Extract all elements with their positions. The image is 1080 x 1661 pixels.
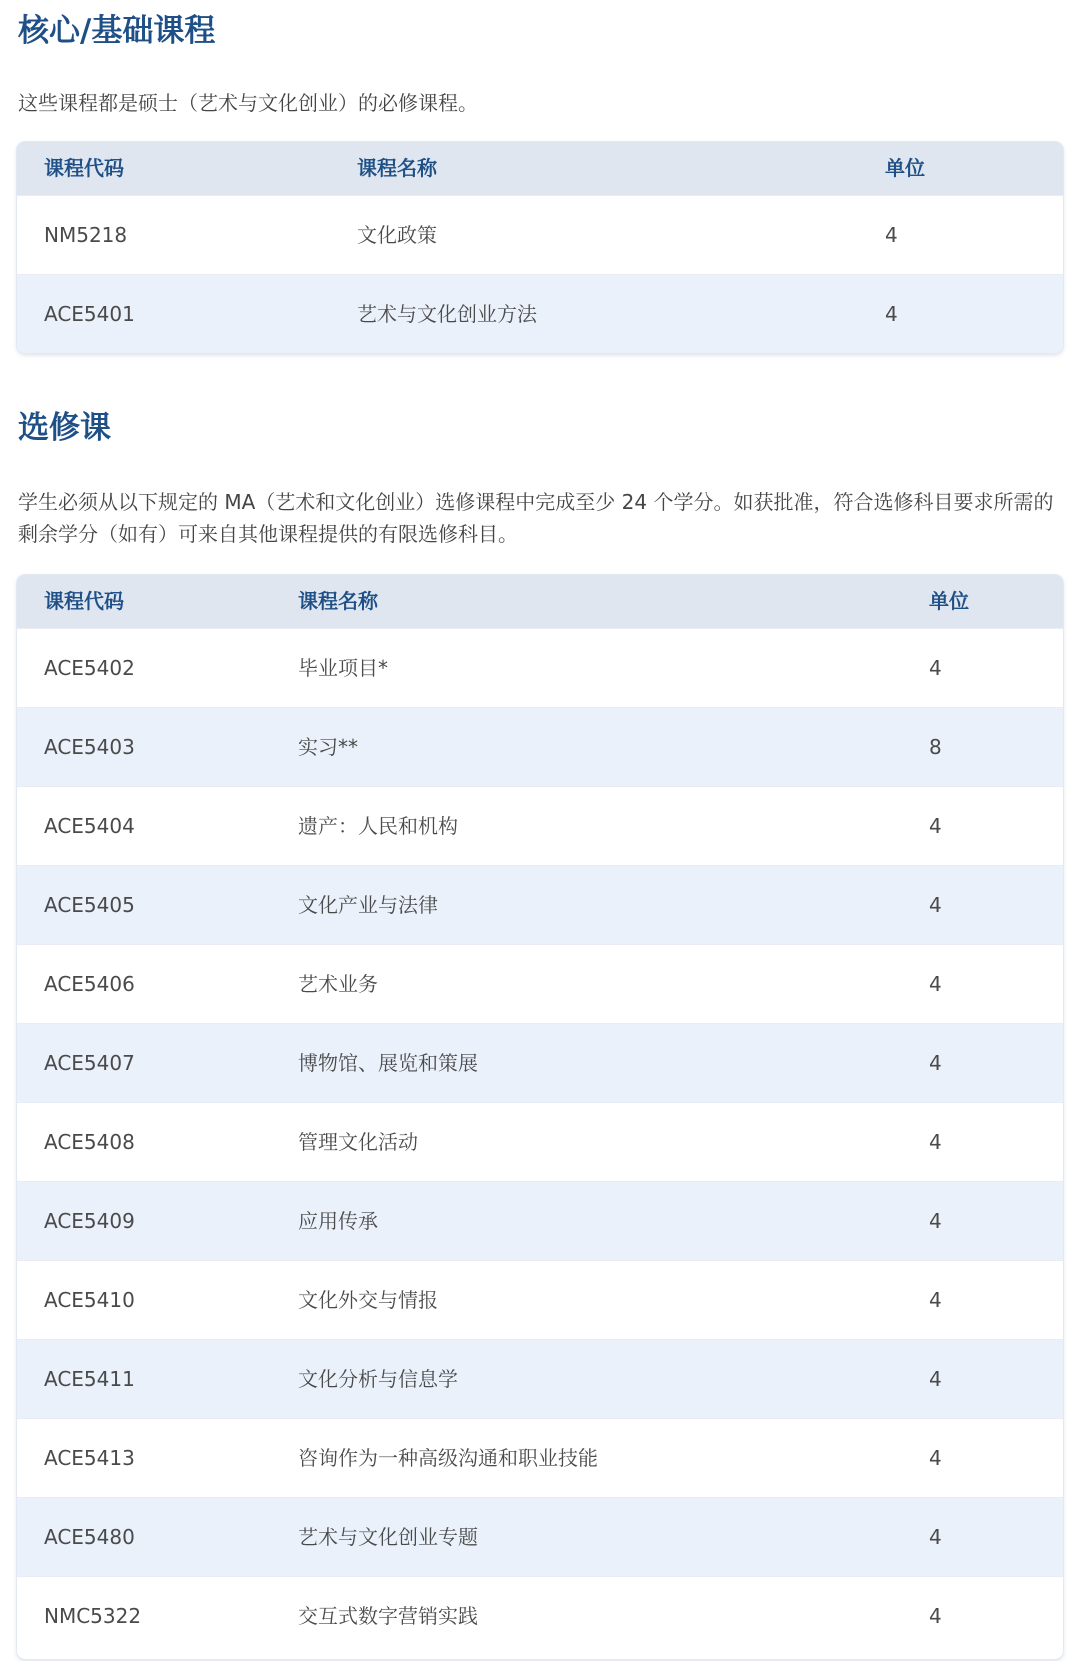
- course-name-cell: 实习**: [298, 735, 358, 759]
- table-row: [17, 628, 1063, 707]
- units-cell: 4: [929, 1288, 942, 1312]
- elective-courses-intro: 学生必须从以下规定的 MA（艺术和文化创业）选修课程中完成至少 24 个学分。如获批准，符合选修科目要求所需的剩余学分（如有）可来自其他课程提供的有限选修科目。: [18, 490, 1054, 546]
- core-courses-intro: 这些课程都是硕士（艺术与文化创业）的必修课程。: [18, 91, 478, 115]
- course-name-cell: 艺术与文化创业方法: [357, 302, 537, 326]
- course-code-cell: ACE5408: [44, 1130, 135, 1154]
- table-row: [17, 865, 1063, 944]
- units-cell: 4: [929, 972, 942, 996]
- course-code-cell: ACE5407: [44, 1051, 135, 1075]
- course-code-cell: ACE5402: [44, 656, 135, 680]
- table-row: [17, 1339, 1063, 1418]
- units-cell: 4: [929, 1130, 942, 1154]
- elective-courses-table: [17, 575, 1063, 1659]
- units-cell: 4: [929, 1051, 942, 1075]
- header-units: 单位: [929, 589, 969, 613]
- course-name-cell: 咨询作为一种高级沟通和职业技能: [298, 1446, 598, 1470]
- table-row: [17, 707, 1063, 786]
- course-code-cell: ACE5406: [44, 972, 135, 996]
- units-cell: 4: [929, 814, 942, 838]
- header-course-name: 课程名称: [298, 589, 378, 613]
- units-cell: 4: [929, 1209, 942, 1233]
- header-course-name: 课程名称: [357, 156, 437, 180]
- course-name-cell: 文化外交与情报: [298, 1288, 438, 1312]
- header-course-code: 课程代码: [44, 156, 124, 180]
- elective-courses-title: 选修课: [18, 410, 111, 446]
- units-cell: 8: [929, 735, 942, 759]
- table-row: [17, 1260, 1063, 1339]
- course-code-cell: ACE5403: [44, 735, 135, 759]
- table-body: [17, 195, 1063, 353]
- course-name-cell: 文化产业与法律: [298, 893, 438, 917]
- table-body: [17, 628, 1063, 1655]
- course-code-cell: ACE5404: [44, 814, 135, 838]
- course-name-cell: 艺术与文化创业专题: [298, 1525, 478, 1549]
- course-code-cell: ACE5410: [44, 1288, 135, 1312]
- course-code-cell: NM5218: [44, 223, 128, 247]
- course-code-cell: ACE5480: [44, 1525, 135, 1549]
- table-header: [17, 575, 1063, 628]
- table-row: [17, 195, 1063, 274]
- table-row: [17, 1023, 1063, 1102]
- units-cell: 4: [929, 1446, 942, 1470]
- units-cell: 4: [929, 893, 942, 917]
- units-cell: 4: [929, 1367, 942, 1391]
- course-code-cell: ACE5405: [44, 893, 135, 917]
- course-code-cell: ACE5411: [44, 1367, 135, 1391]
- course-code-cell: ACE5409: [44, 1209, 135, 1233]
- course-name-cell: 交互式数字营销实践: [298, 1604, 478, 1628]
- core-courses-table: [17, 142, 1063, 353]
- table-row: [17, 274, 1063, 353]
- units-cell: 4: [885, 223, 898, 247]
- course-name-cell: 文化政策: [357, 223, 437, 247]
- course-name-cell: 博物馆、展览和策展: [298, 1051, 478, 1075]
- course-name-cell: 艺术业务: [298, 972, 378, 996]
- course-name-cell: 毕业项目*: [298, 656, 388, 680]
- course-name-cell: 遗产：人民和机构: [298, 814, 458, 838]
- course-name-cell: 应用传承: [298, 1209, 378, 1233]
- header-units: 单位: [885, 156, 925, 180]
- table-row: [17, 944, 1063, 1023]
- table-header: [17, 142, 1063, 195]
- units-cell: 4: [929, 1604, 942, 1628]
- table-row: [17, 786, 1063, 865]
- course-code-cell: NMC5322: [44, 1604, 142, 1628]
- units-cell: 4: [885, 302, 898, 326]
- course-code-cell: ACE5413: [44, 1446, 135, 1470]
- course-name-cell: 文化分析与信息学: [298, 1367, 458, 1391]
- table-row: [17, 1181, 1063, 1260]
- course-code-cell: ACE5401: [44, 302, 135, 326]
- table-row: [17, 1576, 1063, 1655]
- table-row: [17, 1497, 1063, 1576]
- table-row: [17, 1102, 1063, 1181]
- header-course-code: 课程代码: [44, 589, 124, 613]
- units-cell: 4: [929, 656, 942, 680]
- core-courses-title: 核心/基础课程: [18, 13, 216, 49]
- course-name-cell: 管理文化活动: [298, 1130, 418, 1154]
- units-cell: 4: [929, 1525, 942, 1549]
- table-row: [17, 1418, 1063, 1497]
